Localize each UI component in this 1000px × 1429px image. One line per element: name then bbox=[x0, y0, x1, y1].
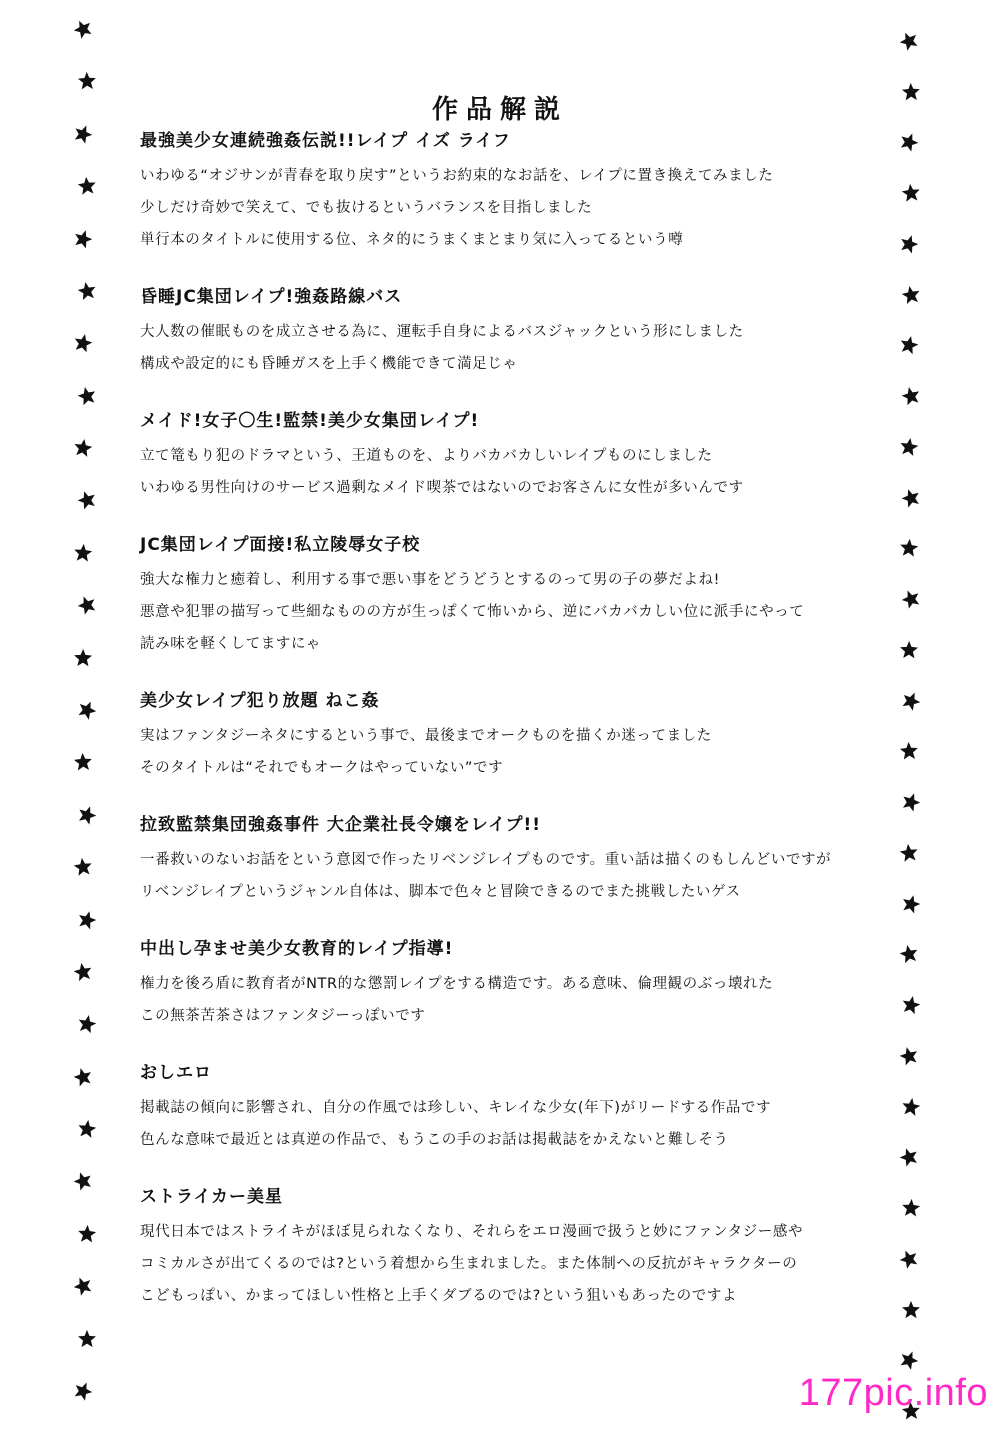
work-commentary-6 bbox=[140, 812, 880, 908]
commentary-line: 現代日本ではストライキがほぼ見られなくなり、それらをエロ漫画で扱うと妙にファンタジー感や bbox=[140, 1224, 804, 1240]
work-title: おしエロ bbox=[140, 1063, 212, 1083]
star-icon bbox=[71, 750, 94, 773]
commentary-line: 立て篭もり犯のドラマという、王道ものを、よりバカバカしいレイプものにしました bbox=[140, 448, 713, 464]
star-icon bbox=[69, 1167, 97, 1195]
work-commentary-5 bbox=[140, 688, 880, 784]
star-icon bbox=[897, 841, 922, 866]
commentary-line: 権力を後ろ盾に教育者がNTR的な懲罰レイプをする構造です。ある意味、倫理観のぶっ壊れた bbox=[140, 976, 774, 992]
commentary-line: この無茶苦茶さはファンタジーっぽいです bbox=[140, 1008, 426, 1024]
commentary-line: 単行本のタイトルに使用する位、ネタ的にうまくまとまり気に入ってるという噂 bbox=[140, 232, 684, 248]
star-icon bbox=[75, 174, 99, 198]
star-icon bbox=[895, 1143, 923, 1171]
star-icon bbox=[73, 486, 101, 514]
commentary-line: こどもっぽい、かまってほしい性格と上手くダブるのでは?という狙いもあったのですよ bbox=[140, 1288, 738, 1304]
star-icon bbox=[898, 282, 923, 307]
star-icon bbox=[896, 941, 922, 967]
commentary-line: いわゆる“オジサンが青春を取り戻す”というお約束的なお話を、レイプに置き換えてみました bbox=[140, 168, 774, 184]
star-icon bbox=[896, 434, 921, 459]
star-icon bbox=[895, 230, 922, 257]
work-commentary-1 bbox=[140, 128, 880, 256]
star-icon bbox=[76, 1328, 98, 1350]
star-icon bbox=[70, 435, 95, 460]
star-icon bbox=[73, 591, 102, 620]
star-icon bbox=[896, 686, 925, 715]
watermark-link[interactable]: 177pic.info bbox=[798, 1372, 988, 1414]
work-commentary-2 bbox=[140, 284, 880, 380]
star-icon bbox=[72, 695, 101, 724]
commentary-line: 色んな意味で最近とは真逆の作品で、もうこの手のお話は掲載誌をかえないと難しそう bbox=[140, 1132, 729, 1148]
star-icon bbox=[69, 1377, 98, 1406]
star-icon bbox=[73, 906, 100, 933]
left-star-border bbox=[70, 0, 100, 1429]
star-icon bbox=[69, 1272, 98, 1301]
commentary-line: 構成や設定的にも昏睡ガスを上手く機能できて満足じゃ bbox=[140, 356, 518, 372]
commentary-line: 悪意や犯罪の描写って些細なものの方が生っぽくて怖いから、逆にバカバカしい位に派手にやって bbox=[140, 604, 805, 620]
star-icon bbox=[894, 26, 923, 55]
star-icon bbox=[72, 647, 94, 669]
star-icon bbox=[895, 1245, 924, 1274]
star-icon bbox=[75, 1222, 98, 1245]
commentary-line: リベンジレイプというジャンル自体は、脚本で色々と冒険できるのでまた挑戦したいゲス bbox=[140, 884, 741, 900]
star-icon bbox=[69, 225, 96, 252]
star-icon bbox=[898, 639, 920, 661]
work-title: 美少女レイプ犯り放題 ねこ姦 bbox=[140, 691, 380, 711]
star-icon bbox=[898, 383, 925, 410]
star-icon bbox=[896, 332, 922, 358]
star-icon bbox=[895, 128, 923, 156]
work-commentary-9 bbox=[140, 1184, 880, 1312]
star-icon bbox=[68, 14, 97, 43]
work-commentary-7 bbox=[140, 936, 880, 1032]
star-icon bbox=[895, 1346, 924, 1375]
star-icon bbox=[899, 1095, 924, 1120]
star-icon bbox=[70, 1064, 97, 1091]
commentary-line: 大人数の催眠ものを成立させる為に、運転手自身によるバスジャックという形にしました bbox=[140, 324, 744, 340]
star-icon bbox=[899, 181, 923, 205]
star-icon bbox=[74, 1011, 100, 1037]
star-icon bbox=[897, 890, 924, 917]
commentary-line: いわゆる男性向けのサービス過剰なメイド喫茶ではないのでお客さんに女性が多いんです bbox=[140, 480, 744, 496]
work-commentary-3 bbox=[140, 408, 880, 504]
star-icon bbox=[897, 585, 926, 614]
star-icon bbox=[74, 383, 101, 410]
star-icon bbox=[900, 1299, 922, 1321]
commentary-line: 掲載誌の傾向に影響され、自分の作風では珍しい、キレイな少女(年下)がリードする作品です bbox=[140, 1100, 772, 1116]
star-icon bbox=[899, 1196, 922, 1219]
work-title: JC集団レイプ面接!私立陵辱女子校 bbox=[140, 535, 421, 555]
star-icon bbox=[898, 992, 924, 1018]
star-icon bbox=[71, 855, 96, 880]
commentary-line: 読み味を軽くしてますにゃ bbox=[140, 636, 321, 652]
right-star-border bbox=[895, 0, 925, 1429]
star-icon bbox=[73, 801, 101, 829]
commentary-list bbox=[140, 128, 880, 1340]
commentary-line: そのタイトルは“それでもオークはやっていない”です bbox=[140, 760, 504, 776]
work-title: メイド!女子〇生!監禁!美少女集団レイプ! bbox=[140, 411, 480, 431]
star-icon bbox=[71, 541, 95, 565]
work-title: 最強美少女連続強姦伝説!!レイプ イズ ライフ bbox=[140, 131, 511, 151]
star-icon bbox=[897, 536, 921, 560]
work-title: 中出し孕ませ美少女教育的レイプ指導! bbox=[140, 939, 454, 959]
page-title: 作品解説 bbox=[431, 95, 568, 126]
work-commentary-4 bbox=[140, 532, 880, 660]
commentary-line: 強大な権力と癒着し、利用する事で悪い事をどうどうとするのって男の子の夢だよね! bbox=[140, 572, 721, 588]
star-icon bbox=[897, 788, 925, 816]
star-icon bbox=[75, 1117, 100, 1142]
commentary-line: 一番救いのないお話をという意図で作ったリベンジレイプものです。重い話は描くのもしんどいですが bbox=[140, 852, 832, 868]
star-icon bbox=[897, 739, 920, 762]
commentary-line: コミカルさが出てくるのでは?という着想から生まれました。また体制への反抗がキャラクターの bbox=[140, 1256, 798, 1272]
commentary-line: 少しだけ奇妙で笑えて、でも抜けるというバランスを目指しました bbox=[140, 200, 593, 216]
work-commentary-8 bbox=[140, 1060, 880, 1156]
star-icon bbox=[70, 959, 96, 985]
star-icon bbox=[74, 278, 99, 303]
star-icon bbox=[897, 484, 925, 512]
work-title: 昏睡JC集団レイプ!強姦路線バス bbox=[140, 287, 403, 307]
work-title: 拉致監禁集団強姦事件 大企業社長令嬢をレイプ!! bbox=[140, 815, 542, 835]
star-icon bbox=[70, 330, 96, 356]
star-icon bbox=[896, 1043, 923, 1070]
work-title: ストライカー美星 bbox=[140, 1187, 283, 1207]
commentary-line: 実はファンタジーネタにするという事で、最後までオークものを描くか迷ってました bbox=[140, 728, 712, 744]
